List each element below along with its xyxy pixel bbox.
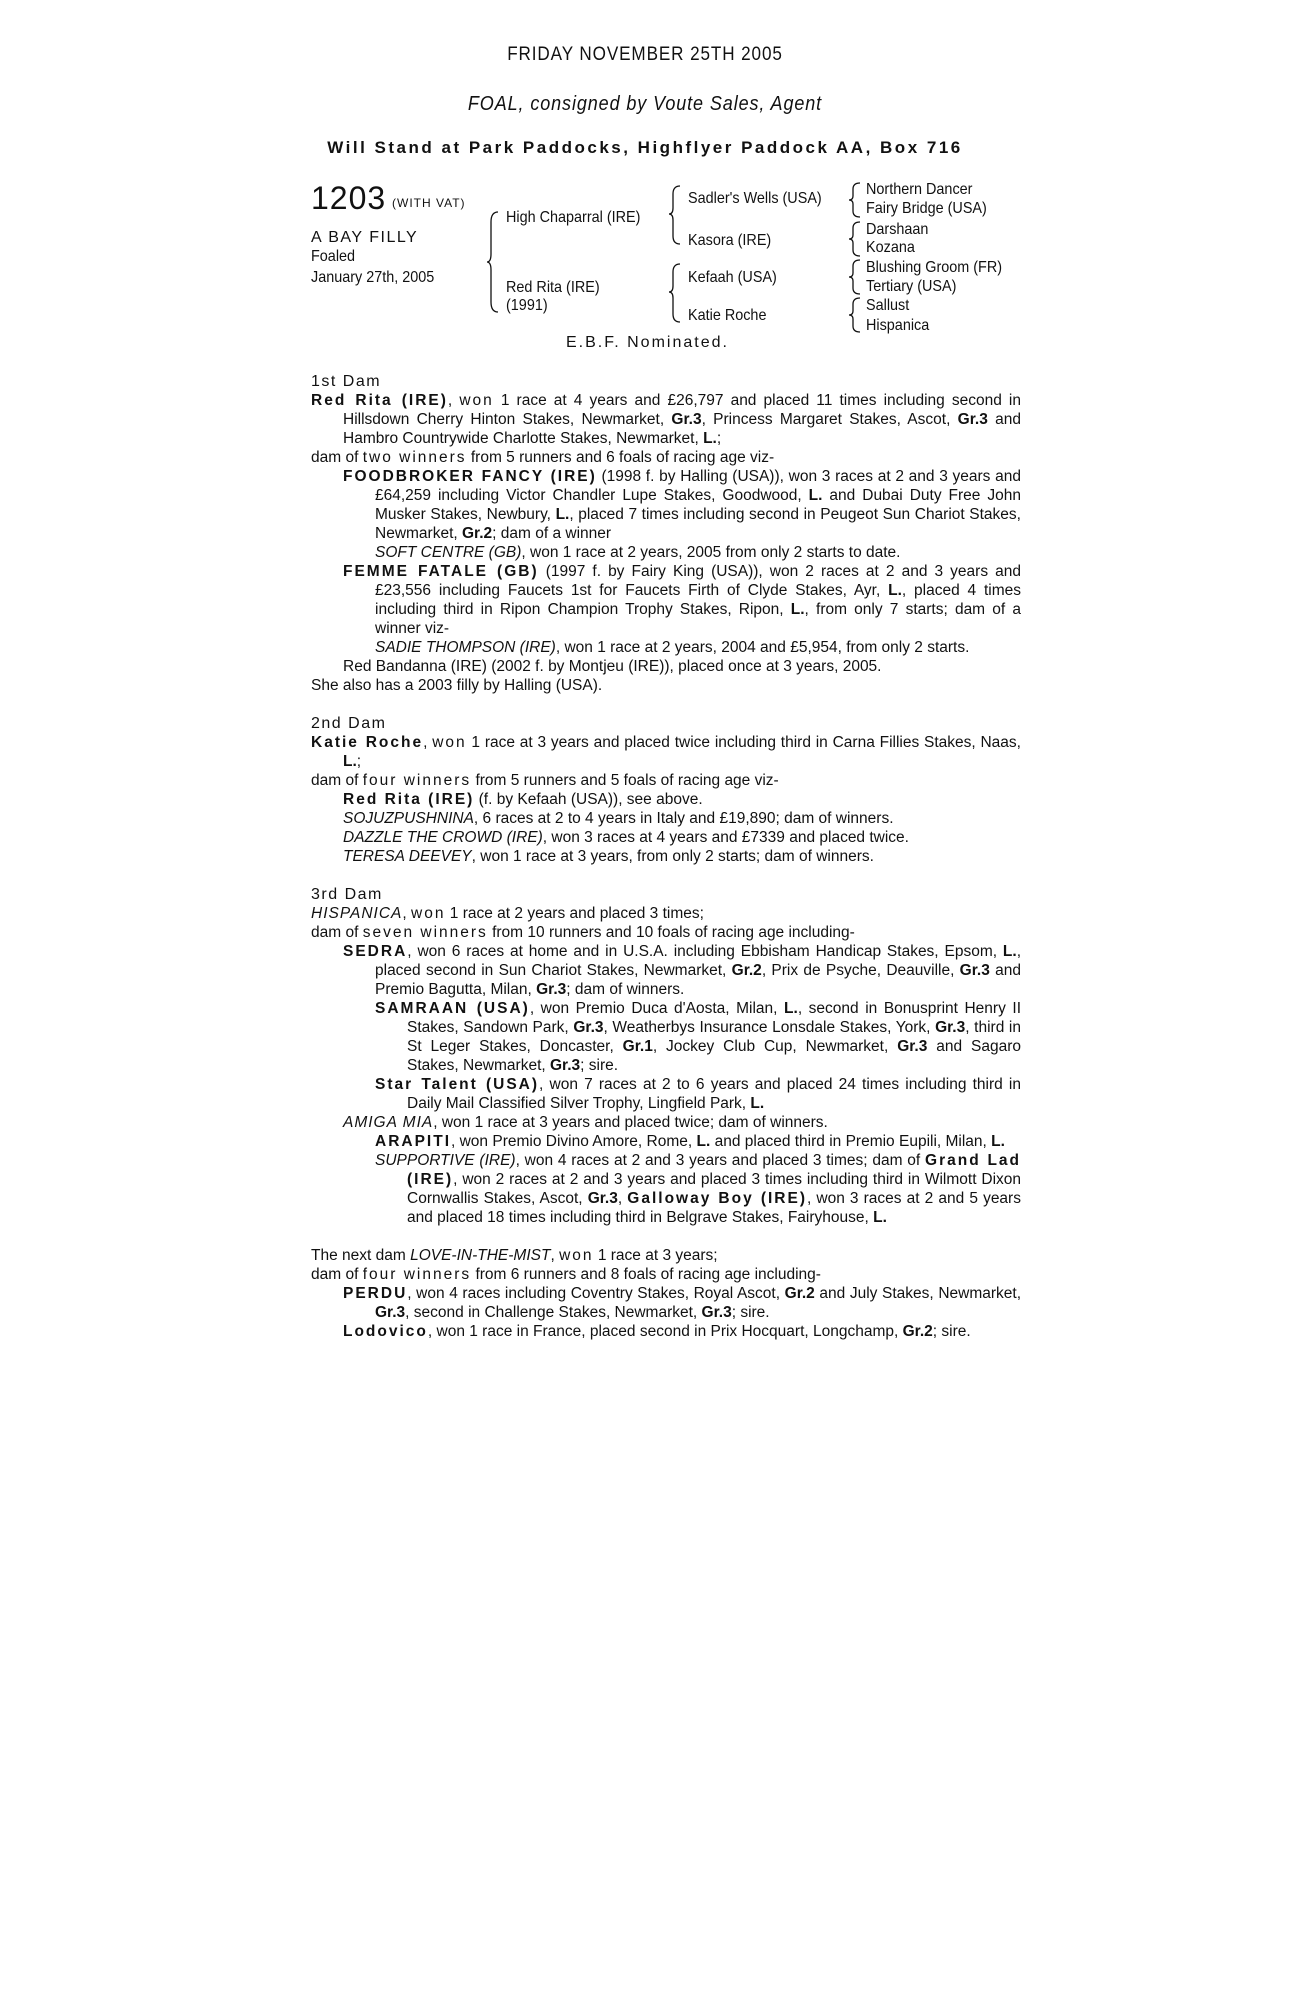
vat-note: (WITH VAT) <box>392 196 466 210</box>
pedigree-bracket-g4 <box>848 296 862 334</box>
pedigree-sire: High Chaparral (IRE) <box>506 209 641 226</box>
produce-perdu: PERDU, won 4 races including Coventry Stakes, Royal Ascot, Gr.2 and July Stakes, Newmarket, Gr.3, second in Challenge Stakes, Newmarket, Gr.3; sire. <box>343 1285 1021 1321</box>
produce-red-rita: Red Rita (IRE) (f. by Kefaah (USA)), see above. <box>343 791 703 808</box>
produce-dazzle-the-crowd: DAZZLE THE CROWD (IRE), won 3 races at 4 years and £7339 and placed twice. <box>343 829 909 846</box>
produce-femme-fatale: FEMME FATALE (GB) (1997 f. by Fairy King (USA)), won 2 races at 2 and 3 years and £23,556 including Faucets 1st for Faucets Firth of Clyde Stakes, Ayr, L., placed 4 times including third in Ripon Champion Trophy Stakes, Ripon, L., from only 7 starts; dam of a winner viz- <box>343 563 1021 637</box>
pedigree-bracket-g3 <box>848 258 862 296</box>
pedigree-gg-3: Darshaan <box>866 221 929 238</box>
pedigree-gg-4: Kozana <box>866 239 915 256</box>
third-dam-record: HISPANICA, won 1 race at 2 years and placed 3 times; <box>311 905 704 922</box>
pedigree-dam-sire: Kefaah (USA) <box>688 269 777 286</box>
stabling-line: Will Stand at Park Paddocks, Highflyer Paddock AA, Box 716 <box>327 138 963 157</box>
produce-arapiti: ARAPITI, won Premio Divino Amore, Rome, L. and placed third in Premio Eupili, Milan, L. <box>375 1133 1005 1150</box>
next-dam-record: The next dam LOVE-IN-THE-MIST, won 1 race at 3 years; <box>311 1247 718 1264</box>
first-dam-produce-summary: dam of two winners from 5 runners and 6 foals of racing age viz- <box>311 449 775 466</box>
produce-2003-filly: She also has a 2003 filly by Halling (USA). <box>311 677 603 694</box>
lot-description: A BAY FILLY <box>311 229 419 246</box>
pedigree-bracket-g2 <box>848 220 862 258</box>
pedigree-gg-2: Fairy Bridge (USA) <box>866 200 987 217</box>
foaled-label: Foaled <box>311 248 356 265</box>
pedigree-sire-sire: Sadler's Wells (USA) <box>688 190 822 207</box>
produce-foodbroker-fancy: FOODBROKER FANCY (IRE) (1998 f. by Halling (USA)), won 3 races at 2 and 3 years and £64,259 including Victor Chandler Lupe Stakes, Goodwood, L. and Dubai Duty Free John Musker Stakes, Newbury, L., placed 7 times including second in Peugeot Sun Chariot Stakes, Newmarket, Gr.2; dam of a winner <box>343 468 1021 542</box>
third-dam-produce-summary: dam of seven winners from 10 runners and 10 foals of racing age including- <box>311 924 855 941</box>
produce-samraan: SAMRAAN (USA), won Premio Duca d'Aosta, Milan, L., second in Bonusprint Henry II Stakes, Sandown Park, Gr.3, Weatherbys Insurance Lonsdale Stakes, York, Gr.3, third in St Leger Stakes, Doncaster, Gr.1, Jockey Club Cup, Newmarket, Gr.3 and Sagaro Stakes, Newmarket, Gr.3; sire. <box>375 1000 1022 1074</box>
second-dam-heading: 2nd Dam <box>311 715 387 732</box>
pedigree-gg-6: Tertiary (USA) <box>866 278 957 295</box>
consignor-line: FOAL, consigned by Voute Sales, Agent <box>467 93 823 115</box>
third-dam-heading: 3rd Dam <box>311 886 383 903</box>
pedigree-dam: Red Rita (IRE) <box>506 279 600 296</box>
produce-soft-centre: SOFT CENTRE (GB), won 1 race at 2 years, 2005 from only 2 starts to date. <box>375 544 901 561</box>
pedigree-bracket-dam <box>668 262 682 324</box>
first-dam-heading: 1st Dam <box>311 373 382 390</box>
pedigree-gg-7: Sallust <box>866 297 910 314</box>
produce-star-talent: Star Talent (USA), won 7 races at 2 to 6 years and placed 24 times including third in Daily Mail Classified Silver Trophy, Lingfield Park, L. <box>375 1076 1021 1112</box>
lot-number: 1203 <box>311 180 387 216</box>
next-dam-produce-summary: dam of four winners from 6 runners and 8 foals of racing age including- <box>311 1266 821 1283</box>
produce-record <box>311 372 1021 1341</box>
produce-amiga-mia: AMIGA MIA, won 1 race at 3 years and placed twice; dam of winners. <box>343 1114 828 1131</box>
ebf-nomination: E.B.F. Nominated. <box>566 334 729 351</box>
second-dam-produce-summary: dam of four winners from 5 runners and 5 foals of racing age viz- <box>311 772 779 789</box>
pedigree-gg-5: Blushing Groom (FR) <box>866 259 1003 276</box>
pedigree-sire-dam: Kasora (IRE) <box>688 232 772 249</box>
foaled-date: January 27th, 2005 <box>311 269 435 286</box>
second-dam-record: Katie Roche, won 1 race at 3 years and placed twice including third in Carna Fillies Stakes, Naas, L.; <box>311 734 1021 770</box>
pedigree-gg-1: Northern Dancer <box>866 181 973 198</box>
produce-supportive: SUPPORTIVE (IRE), won 4 races at 2 and 3 years and placed 3 times; dam of Grand Lad (IRE), won 2 races at 2 and 3 years and placed 3 times including third in Wilmott Dixon Cornwallis Stakes, Ascot, Gr.3, Galloway Boy (IRE), won 3 races at 2 and 5 years and placed 18 times including third in Belgrave Stakes, Fairyhouse, L. <box>375 1152 1021 1226</box>
pedigree-dam-dam: Katie Roche <box>688 307 767 324</box>
produce-lodovico: Lodovico, won 1 race in France, placed second in Prix Hocquart, Longchamp, Gr.2; sire. <box>343 1323 971 1340</box>
pedigree-bracket-g1 <box>848 181 862 219</box>
pedigree-bracket-sire <box>668 184 682 246</box>
produce-sedra: SEDRA, won 6 races at home and in U.S.A. including Ebbisham Handicap Stakes, Epsom, L., placed second in Sun Chariot Stakes, Newmarket, Gr.2, Prix de Psyche, Deauville, Gr.3 and Premio Bagutta, Milan, Gr.3; dam of winners. <box>343 943 1021 998</box>
sale-date: FRIDAY NOVEMBER 25TH 2005 <box>507 44 783 65</box>
pedigree-bracket-main <box>486 210 500 315</box>
produce-sojuzpushnina: SOJUZPUSHNINA, 6 races at 2 to 4 years in Italy and £19,890; dam of winners. <box>343 810 894 827</box>
produce-teresa-deevey: TERESA DEEVEY, won 1 race at 3 years, from only 2 starts; dam of winners. <box>343 848 874 865</box>
produce-sadie-thompson: SADIE THOMPSON (IRE), won 1 race at 2 years, 2004 and £5,954, from only 2 starts. <box>375 639 970 656</box>
pedigree-gg-8: Hispanica <box>866 317 930 334</box>
pedigree-dam-year: (1991) <box>506 297 548 314</box>
first-dam-record: Red Rita (IRE), won 1 race at 4 years and £26,797 and placed 11 times including second in Hillsdown Cherry Hinton Stakes, Newmarket, Gr.3, Princess Margaret Stakes, Ascot, Gr.3 and Hambro Countrywide Charlotte Stakes, Newmarket, L.; <box>311 392 1021 447</box>
produce-red-bandanna: Red Bandanna (IRE) (2002 f. by Montjeu (IRE)), placed once at 3 years, 2005. <box>343 658 882 675</box>
